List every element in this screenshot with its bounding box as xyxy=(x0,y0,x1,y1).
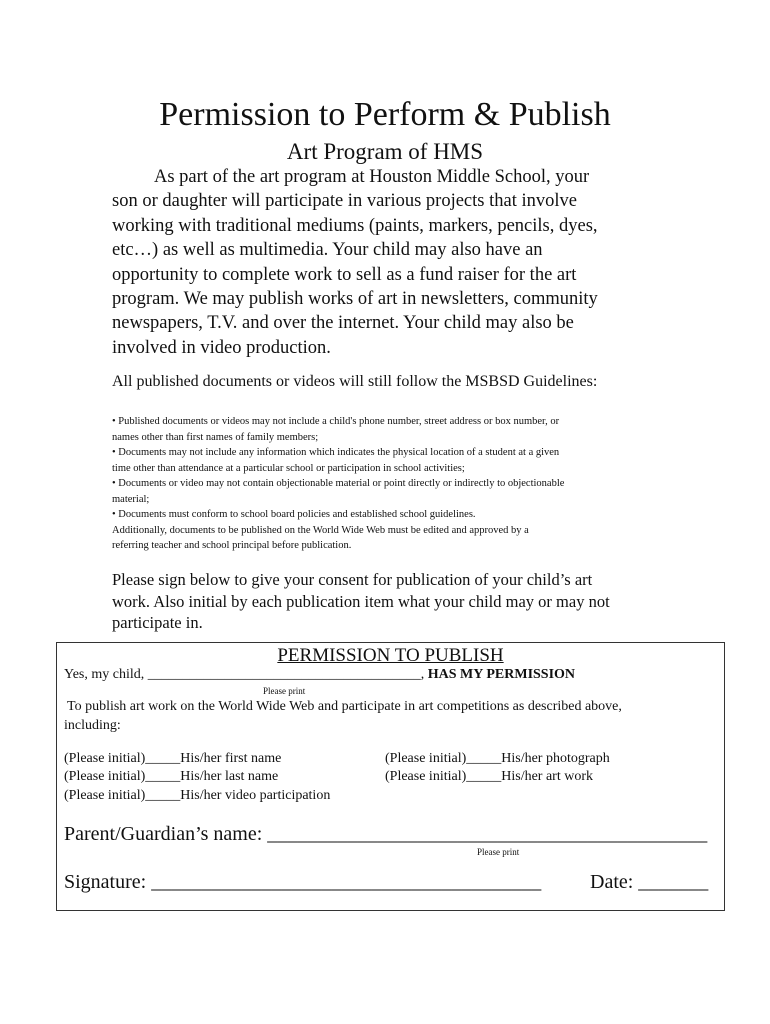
intro-line: working with traditional mediums (paints, markers, pencils, dyes, xyxy=(112,215,598,236)
intro-line: involved in video production. xyxy=(112,337,331,358)
guideline-line: material; xyxy=(112,493,150,505)
publish-statement xyxy=(64,697,704,735)
intro-line: etc…) as well as multimedia. Your child may also have an xyxy=(112,240,543,261)
guideline-line: referring teacher and school principal before publication. xyxy=(112,540,352,551)
guideline-line: time other than attendance at a particular school or participation in school activities; xyxy=(112,462,465,474)
intro-line: newspapers, T.V. and over the internet. Your child may also be xyxy=(112,313,574,334)
intro-paragraph xyxy=(112,165,657,360)
initial-first-name-field[interactable]: (Please initial)_____His/her first name xyxy=(64,751,282,766)
permission-emphasis: HAS MY PERMISSION xyxy=(427,667,576,682)
please-print-hint: Please print xyxy=(263,686,306,696)
child-name-prefix: Yes, my child, _______________________________________, xyxy=(64,667,428,682)
guideline-line: names other than first names of family members; xyxy=(112,431,319,443)
initial-photograph-field[interactable]: (Please initial)_____His/her photograph xyxy=(385,751,610,766)
publish-line: To publish art work on the World Wide Web and participate in art competitions as described above, xyxy=(67,699,622,714)
guideline-line: • Documents may not include any information which indicates the physical location of a student at a given xyxy=(112,447,560,458)
guideline-line: Additionally, documents to be published on the World Wide Web must be edited and approved by a xyxy=(112,524,529,536)
guardian-name-field[interactable]: Parent/Guardian’s name: ____________________________________________ xyxy=(64,823,708,845)
form-title xyxy=(56,645,725,667)
document-title: Permission to Perform & Publish xyxy=(159,96,611,133)
guideline-line: • Documents must conform to school board policies and established school guidelines. xyxy=(112,509,476,520)
guidelines-list xyxy=(112,414,672,554)
consent-line: participate in. xyxy=(112,613,203,632)
intro-line: son or daughter will participate in various projects that involve xyxy=(112,191,577,212)
initial-video-field[interactable]: (Please initial)_____His/her video participation xyxy=(64,788,331,803)
consent-line: work. Also initial by each publication item what your child may or may not xyxy=(112,591,610,611)
intro-line: program. We may publish works of art in newsletters, community xyxy=(112,289,598,310)
initial-art-work-field[interactable]: (Please initial)_____His/her art work xyxy=(385,769,594,784)
publish-line: including: xyxy=(64,718,121,733)
consent-paragraph xyxy=(112,569,672,634)
intro-line: As part of the art program at Houston Middle School, your xyxy=(154,167,590,187)
initial-last-name-field[interactable]: (Please initial)_____His/her last name xyxy=(64,769,279,784)
guideline-line: • Documents or video may not contain objectionable material or point directly or indirectly to objectionable xyxy=(112,478,565,489)
date-field[interactable]: Date: _______ xyxy=(590,871,709,893)
signature-field[interactable]: Signature: _______________________________________ xyxy=(64,871,542,893)
consent-line: Please sign below to give your consent for publication of your child’s art xyxy=(112,570,593,589)
intro-line: opportunity to complete work to sell as a fund raiser for the art xyxy=(112,264,577,285)
child-name-field[interactable] xyxy=(64,667,575,683)
form-title-text: PERMISSION TO PUBLISH xyxy=(277,645,504,666)
please-print-hint: Please print xyxy=(477,847,520,857)
guidelines-heading: All published documents or videos will still follow the MSBSD Guidelines: xyxy=(112,373,598,390)
document-subtitle: Art Program of HMS xyxy=(286,139,484,164)
guideline-line: • Published documents or videos may not include a child's phone number, street address or box number, or xyxy=(112,416,560,427)
